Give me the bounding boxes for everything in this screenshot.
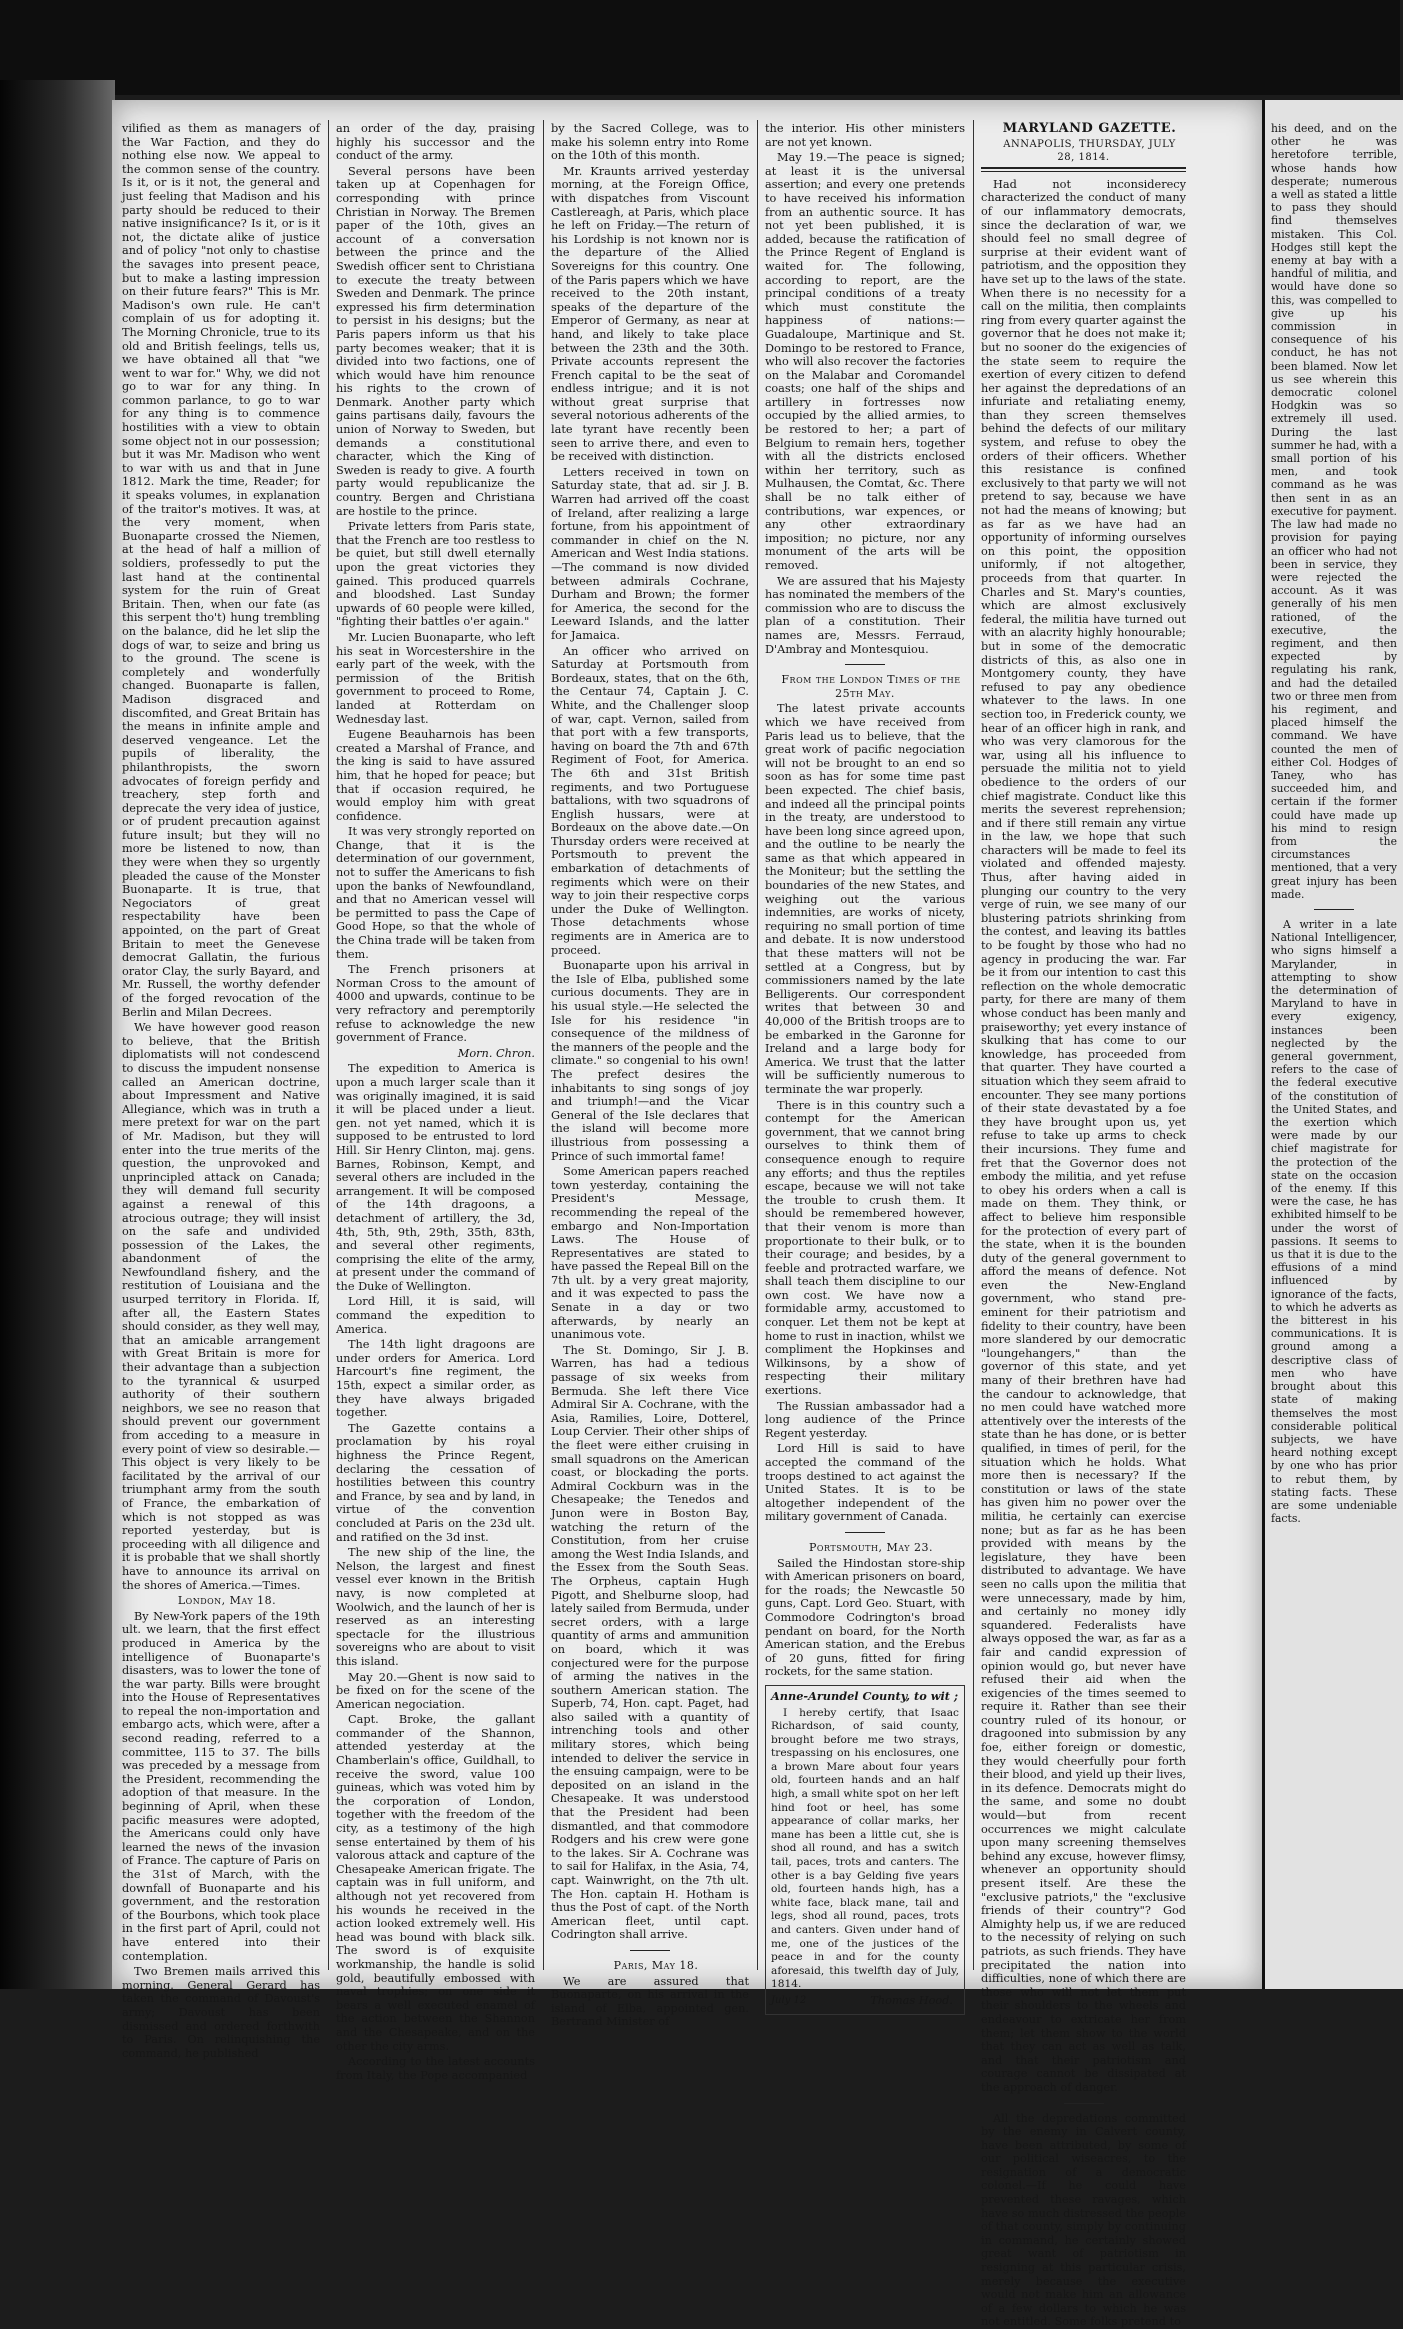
column-4 — [765, 122, 965, 1977]
advert-body: I hereby certify, that Isaac Richardson, of said county, brought before me two strays, trespassing on his enclosures, one a brown Mare about four years old, fourteen hands and an half high, a small white spot on her left hind foot or heel, has some appearance of collar marks, her mane has been a little cut, she is shod all round, and has a switch tail, paces, trots and canters. The other is a bay Gelding five years old, fourteen hands high, has a white face, black mane, tail and legs, shod all round, paces, trots and canters. Given under hand of me, one of the justices of the peace in and for the county aforesaid, this twelfth day of July, 1814. — [771, 1707, 959, 1992]
col2-paragraph: The 14th light dragoons are under orders for America. Lord Harcourt's fine regiment, the 15th, expect a similar order, as they have always brigaded together. — [336, 1338, 535, 1420]
book-binding-gutter — [0, 80, 115, 1989]
col4-dateline: Portsmouth, May 23. — [765, 1541, 965, 1555]
col2-paragraph: Several persons have been taken up at Copenhagen for corresponding with prince Christian in Norway. The Bremen paper of the 10th, gives an account of a conversation between the prince and the Swedish officer sent to Christiana to execute the treaty between Sweden and Denmark. The prince expressed his firm determination to persist in his designs; but the Paris papers inform us that his party becomes weaker; that it is divided into two factions, one of which would have him renounce his rights to the crown of Denmark. Another party which gains partisans daily, favours the union of Norway to Sweden, but demands a constitutional character, which the King of Sweden is ready to give. A fourth party would republicanize the country. Bergen and Christiana are hostile to the prince. — [336, 165, 535, 518]
col4-paragraph: The latest private accounts which we have received from Paris lead us to believe, that the great work of pacific negociation will not be brought to an end so soon as has for some time past been expected. The chief basis, and indeed all the principal points in the treaty, are understood to have been long since agreed upon, and the outline to be nearly the same as that which appeared in the Moniteur; but the settling the boundaries of the new States, and weighing out the various indemnities, are works of nicety, requiring no small portion of time and debate. It is now understood that these matters will not be settled at a Congress, but by commissioners named by the late Belligerents. Our correspondent writes that between 30 and 40,000 of the British troops are to be embarked in the Garonne for Ireland and a large body for America. We trust that the latter will be sufficiently numerous to terminate the war properly. — [765, 702, 965, 1096]
facing-page-edge — [1262, 100, 1403, 1989]
masthead-rule — [981, 167, 1186, 172]
col2-paragraph: The Gazette contains a proclamation by his royal highness the Prince Regent, declaring the cessation of hostilities between this country and France, by sea and by land, in virtue of the convention concluded at Paris on the 23d ult. and ratified on the 3d inst. — [336, 1422, 535, 1544]
section-divider — [845, 664, 885, 665]
advert-title: Anne-Arundel County, to wit ; — [771, 1690, 959, 1704]
col3-paragraph: Some American papers reached town yesterday, containing the President's Message, recommending the repeal of the embargo and Non-Importation Laws. The House of Representatives are stated to have passed the Repeal Bill on the 7th ult. by a very great majority, and it was expected to pass the Senate in a day or two afterwards, by nearly an unanimous vote. — [551, 1165, 749, 1342]
advert-date: July 12 — [771, 1994, 806, 2008]
col3-dateline: Paris, May 18. — [551, 1959, 749, 1973]
section-divider — [1064, 2103, 1104, 2104]
advert-footer — [771, 1994, 959, 2008]
col2-paragraph: Lord Hill, it is said, will command the expedition to America. — [336, 1295, 535, 1336]
col2-paragraph: Mr. Lucien Buonaparte, who left his seat in Worcestershire in the early part of the week, with the permission of the British government to proceed to Rome, landed at Rotterdam on Wednesday last. — [336, 631, 535, 726]
stray-notice-advertisement — [765, 1685, 965, 2015]
col3-paragraph: The St. Domingo, Sir J. B. Warren, has had a tedious passage of six weeks from Bermuda. She left there Vice Admiral Sir A. Cochrane, with the Asia, Ramilies, Loire, Dotterel, Loup Cervier. Their other ships of the fleet were either cruising in small squadrons on the American coast, or blockading the ports. Admiral Cockburn was in the Chesapeake; the Tenedos and Junon were in Boston Bay, watching the return of the Constitution, from her cruise among the West India Islands, and the Essex from the South Seas. The Orpheus, captain Hugh Pigott, and Shelburne sloop, had lately sailed from Bermuda, under secret orders, with a large quantity of arms and ammunition on board, which it was conjectured were for the purpose of arming the natives in the southern American station. The Superb, 74, Hon. capt. Paget, had also sailed with a quantity of intrenching tools and other military stores, which being intended to deliver the service in the ensuing campaign, were to be deposited on an island in the Chesapeake. It was understood that the President had been dismantled, and that commodore Rodgers and his crew were gone to the lakes. Sir A. Cochrane was to sail for Halifax, in the Asia, 74, capt. Wainwright, on the 7th ult. The Hon. captain H. Hotham is thus the Post of capt. of the North American fleet, until capt. Codrington shall arrive. — [551, 1344, 749, 1942]
col2-paragraph: Private letters from Paris state, that the French are too restless to be quiet, but still dwell eternally upon the great victories they gained. This produced quarrels and bloodshed. Last Sunday upwards of 60 people were killed, "fighting their battles o'er again." — [336, 520, 535, 629]
col2-paragraph: The new ship of the line, the Nelson, the largest and finest vessel ever known in the British navy, is now completed at Woolwich, and the launch of her is reserved as an interesting spectacle for the illustrious sovereigns who are about to visit this island. — [336, 1546, 535, 1668]
column-rule — [973, 120, 974, 1970]
col4-paragraph: We are assured that his Majesty has nominated the members of the commission who are to discuss the plan of a constitution. Their names are, Messrs. Ferraud, D'Ambray and Montesquiou. — [765, 575, 965, 657]
column-2 — [336, 122, 535, 1977]
col2-paragraph: The French prisoners at Norman Cross to the amount of 4000 and upwards, continue to be very refractory and peremptorily refuse to acknowledge the new government of France. — [336, 963, 535, 1045]
masthead-dateline: ANNAPOLIS, THURSDAY, JULY 28, 1814. — [981, 138, 1186, 165]
column-rule — [757, 120, 758, 1970]
masthead-title: MARYLAND GAZETTE. — [981, 122, 1186, 136]
col5-paragraph: Had not inconsiderecy characterized the conduct of many of our inflammatory democrats, since the declaration of war, we should feel no small degree of surprise at their evident want of patriotism, and the opposition they have set up to the laws of the state. When there is no necessity for a call on the militia, then complaints ring from every quarter against the governor that he does not make it; but no sooner do the exigencies of the state seem to require the exertion of every citizen to defend her against the depredations of an infuriate and retaliating enemy, than they screen themselves behind the defects of our military system, and refuse to obey the orders of their officers. Whether this resistance is confined exclusively to that party we will not pretend to say, because we have not had the means of knowing; but as far as we have had an opportunity of informing ourselves on this point, the opposition uniformly, if not altogether, proceeds from that quarter. In Charles and St. Mary's counties, which are almost exclusively federal, the militia have turned out with an alacrity highly honourable; but in some of the democratic districts of this, as also one in Montgomery county, they have refused to pay any obedience whatever to the laws. In one section too, in Frederick county, we hear of an officer high in rank, and who was very clamorous for the war, using all his influence to persuade the militia not to yield obedience to the orders of our chief magistrate. Conduct like this merits the severest reprehension; and if there still remain any virtue in the law, we hope that such characters will be made to feel its violated and offended majesty. Thus, after having aided in plunging our country to the very verge of ruin, we see many of our blustering patriots shrinking from the contest, and leaving its battles to be fought by those who had no agency in producing the war. Far be it from our intention to cast this reflection on the whole democratic party, for there are many of them whose conduct has been manly and praiseworthy; yet every instance of skulking that has come to our knowledge, has proceeded from that quarter. They have courted a situation which they seem afraid to encounter. They see many portions of their state devastated by a foe they have brought upon us, yet refuse to take up arms to check their incursions. They fume and fret that the Governor does not embody the militia, and yet refuse to obey his orders when a call is made on them. They think, or affect to believe him responsible for the protection of every part of the state, when it is the bounden duty of the general government to afford the means of defence. Not even the New-England government, who stand pre-eminent for their patriotism and fidelity to their country, have been more slandered by our democratic "loungehangers," than the governor of this state, and yet many of their brethren have had the candour to acknowledge, that no men could have watched more attentively over the interests of the state than he has done, or is better qualified, in times of peril, for the situation which he holds. What more then is necessary? If the constitution or laws of the state has given him no power over the militia, he certainly can exercise none; but as far as he has been provided with means by the legislature, they have been distributed to advantage. We have seen no calls upon the militia that were unnecessary, made by him, and certainly no money idly squandered. Federalists have always opposed the war, as far as a fair and candid expression of opinion would go, but never have refused their aid when the exigencies of the times seemed to require it. Rather than see their country ruled of its honour, or dragooned into submission by any foe, either foreign or domestic, they would cheerfully pour forth their blood, and yield up their lives, in its defence. Democrats might do the same, and some no doubt would—but from recent occurrences we might calculate upon many screening themselves behind any excuse, however flimsy, whenever an opportunity should present itself. Are these the "exclusive patriots," the "exclusive friends of their country"? God Almighty help us, if we are reduced to the necessity of relying on such patriots, as such friends. They have precipitated the nation into difficulties, none of which there are those who will not let them put their shoulders to the wheels and endeavour to extricate her from them; let them show to the world that they can act as well as talk, and that their patriotism and courage cannot be dissipated at the approach of danger. — [981, 178, 1186, 2095]
col6-paragraph: A writer in a late National Intelligencer, who signs himself a Marylander, in attempting to show the determination of Maryland to have in every exigency, instances been neglected by the general government, refers to the case of the federal executive of the constitution of the United States, and the exertion which were made by our chief magistrate for the protection of the state on the occasion of the enemy. If this were the case, he has exhibited himself to be under the worst of passions. It seems to us that it is due to the effusions of a mind influenced by ignorance of the facts, to which he adverts as the bitterest in his communications. It is ground among a descriptive class of men who have brought about this state of making themselves the most considerable political subjects, we have heard nothing except by one who has prior to rebut them, by stating facts. These are some undeniable facts. — [1271, 918, 1397, 1525]
col3-paragraph: by the Sacred College, was to make his solemn entry into Rome on the 10th of this month. — [551, 122, 749, 163]
col3-paragraph: Letters received in town on Saturday state, that ad. sir J. B. Warren had arrived off the coast of Ireland, after realizing a large fortune, from his appointment of commander in chief on the N. American and West India stations.—The command is now divided between admirals Cochrane, Durham and Brown; the former for America, the second for the Leeward Islands, and the latter for Jamaica. — [551, 466, 749, 643]
col4-paragraph: Sailed the Hindostan store-ship with American prisoners on board, for the roads; the Newcastle 50 guns, Capt. Lord Geo. Stuart, with Commodore Codrington's broad pendant on board, for the North American station, and the Erebus of 20 guns, fitted for firing rockets, for the same station. — [765, 1557, 965, 1679]
section-divider — [630, 1950, 670, 1951]
col1-dateline: London, May 18. — [122, 1594, 320, 1608]
col3-paragraph: Mr. Kraunts arrived yesterday morning, at the Foreign Office, with dispatches from Viscount Castlereagh, at Paris, which place he left on Friday.—The return of his Lordship is not known nor is the departure of the Allied Sovereigns for this country. One of the Paris papers which we have received to the 20th instant, speaks of the departure of the Emperor of Germany, as near at hand, and likely to take place between the 23th and the 30th. Private accounts represent the French capital to be the seat of endless intrigue; and it is not without great surprise that several notorious adherents of the late tyrant have recently been seen to arrive there, and even to be received with distinction. — [551, 165, 749, 464]
col2-signature: Morn. Chron. — [336, 1047, 535, 1061]
col4-paragraph: There is in this country such a contempt for the American government, that we cannot bring ourselves to think them of consequence enough to require any efforts; and thus the reptiles escape, because we will not take the trouble to crush them. It should be remembered however, that their venom is more than proportionate to their bulk, or to their courage; and besides, by a feeble and protracted warfare, we shall teach them discipline to our own cost. We have now a formidable army, accustomed to conquer. Let them not be kept at home to rust in inaction, whilst we compliment the Hopkinses and Wilkinsons, by a show of respecting their military exertions. — [765, 1099, 965, 1398]
col4-paragraph: the interior. His other ministers are not yet known. — [765, 122, 965, 149]
scan-background-top — [0, 0, 1400, 95]
column-3 — [551, 122, 749, 1977]
col1-paragraph: vilified as them as managers of the War Faction, and they do nothing else now. We appeal to the common sense of the country. Is it, or is it not, the general and just feeling that Madison and his party should be reduced to their native insignificance? Is it, or is it not, the dictate alike of justice and of policy "not only to chastise the savages into present peace, but to make a lasting impression on their future fears?" This is Mr. Madison's own rule. He can't complain of us for adopting it. The Morning Chronicle, true to its old and British feelings, tells us, we have obtained all that "we went to war for." Why, we did not go to war for any thing. In common parlance, to go to war for any thing is to commence hostilities with a view to obtain some object not in our possession; but it was Mr. Madison who went to war with us and that in June 1812. Mark the time, Reader; for it speaks volumes, in explanation of the traitor's motives. It was, at the very moment, when Buonaparte crossed the Niemen, at the head of half a million of soldiers, professedly to put the last hand at the continental system for the ruin of Great Britain. Then, when our fate (as this serpent tho't) hung trembling on the balance, did he let slip the dogs of war, to seize and bring us to the ground. The scene is completely and wonderfully changed. Buonaparte is fallen, Madison disgraced and discomfited, and Great Britain has the means in infinite ample and deserved vengeance. Let the pupils of liberality, the philanthropists, the sworn advocates of foreign perfidy and treachery, step forth and deprecate the very idea of justice, or of prudent precaution against future insult; but they will no more be listened to now, than they were when they so urgently pleaded the cause of the Monster Buonaparte. It is true, that Negociators of great respectability have been appointed, on the part of Great Britain to meet the Genevese democrat Gallatin, the furious orator Clay, the surly Bayard, and Mr. Russell, the worthy defender of the forged revocation of the Berlin and Milan Decrees. — [122, 122, 320, 1019]
col4-paragraph: May 19.—The peace is signed; at least it is the universal assertion; and every one pretends to have received his information from an authentic source. It has not yet been published, it is added, because the ratification of the Prince Regent of England is waited for. The following, according to report, are the principal conditions of a treaty which must constitute the happiness of nations:—Guadaloupe, Martinique and St. Domingo to be restored to France, who will also recover the factories on the Malabar and Coromandel coasts; one half of the ships and artillery in fortresses now occupied by the allied armies, to be restored to her; a part of Belgium to remain hers, together with all the districts enclosed within her territory, such as Mulhausen, the Comtat, &c. There shall be no talk either of contributions, war expences, or any other extraordinary imposition; no picture, nor any monument of the arts will be removed. — [765, 151, 965, 572]
column-6 — [1271, 122, 1397, 1977]
col3-paragraph: We are assured that Buonaparte, on his arrival in the island of Elba, appointed gen. Bertrand Minister of — [551, 1975, 749, 2029]
col5-paragraph: All the depredations committed by the enemy in Calvert county, have been attributed, by some of our political wiseacres, to the resignation of a democratic colonel.—If he could have prevented these ravages, which have so much distressed the people of that county, simply by continuing in command, he certainly showed great want of patriotism in resigning at this particular crisis, merely because the executive would not make him an allowance of a few dollars to which he was not entitled. Some folks pretend to — [981, 2112, 1186, 2329]
section-divider — [845, 1532, 885, 1533]
col2-paragraph: The expedition to America is upon a much larger scale than it was originally imagined, it is said it will be placed under a lieut. gen. not yet named, which it is supposed to be entrusted to lord Hill. Sir Henry Clinton, maj. gens. Barnes, Robinson, Kempt, and several others are included in the arrangement. It will be composed of the 14th dragoons, a detachment of artillery, the 3d, 4th, 5th, 9th, 29th, 35th, 83th, and several other regiments, comprising the elite of the army, at present under the command of the Duke of Wellington. — [336, 1062, 535, 1293]
col2-paragraph: May 20.—Ghent is now said to be fixed on for the scene of the American negociation. — [336, 1671, 535, 1712]
col2-paragraph: Eugene Beauharnois has been created a Marshal of France, and the king is said to have assured him, that he hoped for peace; but that if occasion required, he would employ him with great confidence. — [336, 728, 535, 823]
col4-section-header: From the London Times of the 25th May. — [765, 673, 965, 700]
advert-signature: Thomas Hood. — [870, 1994, 953, 2008]
col6-paragraph: his deed, and on the other he was heretofore terrible, whose hands how desperate; numerous a well as stated a little to pass they should find themselves mistaken. This Col. Hodges still kept the enemy at bay with a handful of militia, and would have done so this, was compelled to give up his commission in consequence of his conduct, he has not been blamed. Now let us see wherein this democratic colonel Hodgkin was so extremely ill used. During the last summer he had, with a small portion of his men, and took command as he was then sent in as an executive for payment. The law had made no provision for paying an officer who had not been in service, they were rejected the account. As it was generally of his men rationed, of the executive, the regiment, and then expected by regulating his rank, and had the detailed two or three men from his regiment, and placed himself the command. We have counted the men of either Col. Hodges of Taney, who has succeeded him, and certain if the former could have made up his mind to resign from the circumstances mentioned, that a very great injury has been made. — [1271, 122, 1397, 901]
column-1 — [122, 122, 320, 1977]
col2-paragraph: Capt. Broke, the gallant commander of the Shannon, attended yesterday at the Chamberlain's office, Guildhall, to receive the sword, value 100 guineas, which was voted him by the corporation of London, together with the freedom of the city, as a testimony of the high sense entertained by them of his valorous attack and capture of the Chesapeake American frigate. The captain was in full uniform, and although not yet recovered from his wounds he received in the action looked extremely well. His head was bound with black silk. The sword is of exquisite workmanship, the handle is solid gold, beautifully embossed with naval trophies; on one side it bears a well executed enamel of the action between the Shannon and the Chesapeake, and on the other the city arms. — [336, 1713, 535, 2053]
col1-paragraph: We have however good reason to believe, that the British diplomatists will not condescend to discuss the impudent nonsense called an American doctrine, about Impressment and Native Allegiance, which was in truth a mere pretext for war on the part of Mr. Madison, but they will enter into the true merits of the question, the unprovoked and unprincipled attack on Canada; they will demand full security against a renewal of this atrocious outrage; they will insist on the safe and undivided possession of the Lakes, the abandonment of the Newfoundland fishery, and the restitution of Louisiana and the usurped territory in Florida. If, after all, the Eastern States should consider, as they well may, that an amicable arrangement with Great Britain is more for their advantage than a subjection to the tyrannical & usurped authority of their southern neighbors, we see no reason that should prevent our government from acceding to a measure in every point of view so desirable.—This object is very likely to be facilitated by the arrival of our triumphant army from the south of France, the embarkation of which is not stopped as was reported yesterday, but is proceeding with all diligence and it is probable that we shall shortly have to announce its arrival on the shores of America.—Times. — [122, 1021, 320, 1592]
col3-paragraph: An officer who arrived on Saturday at Portsmouth from Bordeaux, states, that on the 6th, the Centaur 74, Captain J. C. White, and the Challenger sloop of war, capt. Vernon, sailed from that port with a few transports, having on board the 7th and 67th Regiment of Foot, for America. The 6th and 31st British regiments, and two Portuguese battalions, with two squadrons of English hussars, were at Bordeaux on the above date.—On Thursday orders were received at Portsmouth to prevent the embarkation of detachments of regiments which were on their way to join their respective corps under the Duke of Wellington. Those detachments whose regiments are in America are to proceed. — [551, 645, 749, 958]
col2-paragraph: an order of the day, praising highly his successor and the conduct of the army. — [336, 122, 535, 163]
col2-paragraph: According to the latest accounts from Italy, the Pope accompanied — [336, 2055, 535, 2082]
col1-paragraph: Two Bremen mails arrived this morning. General Gerard has taken the command of Davoust's army; Davoust has been dismissed and ordered forthwith to Paris. On relinquishing the command, he published — [122, 1965, 320, 2060]
newspaper-page — [112, 100, 1262, 1989]
column-rule — [543, 120, 544, 1970]
col4-paragraph: Lord Hill is said to have accepted the command of the troops destined to act against the United States. It is to be altogether independent of the military government of Canada. — [765, 1442, 965, 1524]
col2-paragraph: It was very strongly reported on Change, that it is the determination of our government, not to suffer the Americans to fish upon the banks of Newfoundland, and that no American vessel will be permitted to pass the Cape of Good Hope, so that the whole of the China trade will be taken from them. — [336, 825, 535, 961]
col4-paragraph: The Russian ambassador had a long audience of the Prince Regent yesterday. — [765, 1400, 965, 1441]
col3-paragraph: Buonaparte upon his arrival in the Isle of Elba, published some curious documents. They are in his usual style.—He selected the Isle for his residence "in consequence of the mildness of the manners of the people and the climate." so congenial to his own! The prefect desires the inhabitants to sing songs of joy and triumph!—and the Vicar General of the Isle declares that the island will become more illustrious from possessing a Prince of such immortal fame! — [551, 959, 749, 1163]
column-rule — [328, 120, 329, 1970]
column-5 — [981, 122, 1186, 1977]
section-divider — [1314, 909, 1354, 910]
col1-paragraph: By New-York papers of the 19th ult. we learn, that the first effect produced in America by the intelligence of Buonaparte's disasters, was to lower the tone of the war party. Bills were brought into the House of Representatives to repeal the non-importation and embargo acts, which were, after a second reading, referred to a committee, 115 to 37. The bills was preceded by a message from the President, recommending the adoption of that measure. In the beginning of April, when these pacific measures were adopted, the Americans could only have learned the news of the invasion of France. The capture of Paris on the 31st of March, with the downfall of Buonaparte and his government, and the restoration of the Bourbons, which took place in the first part of April, could not have entered into their contemplation. — [122, 1610, 320, 1963]
